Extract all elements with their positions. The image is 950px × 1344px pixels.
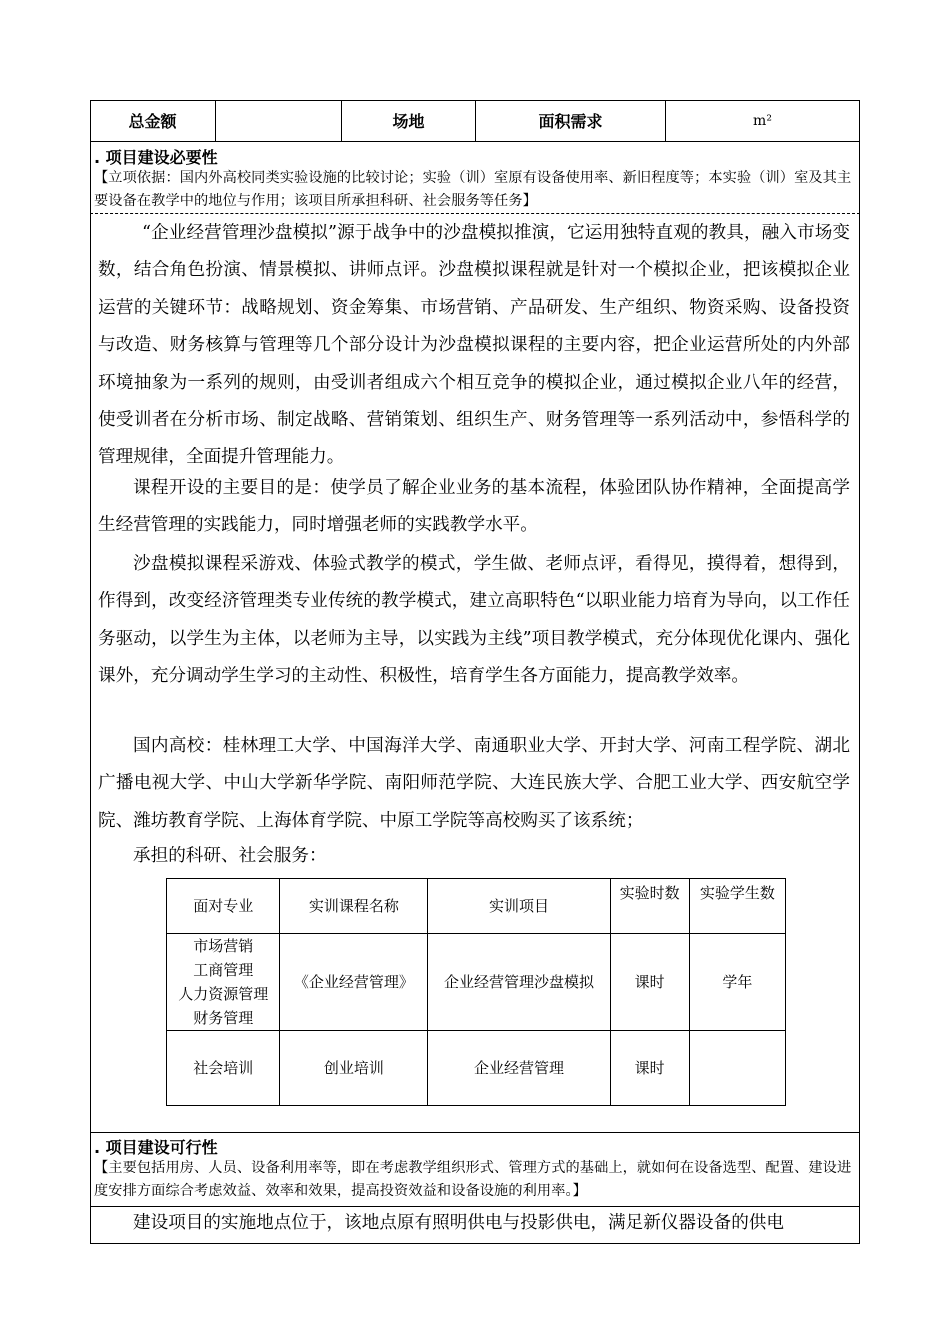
area-unit: m² bbox=[753, 112, 772, 129]
paragraph: 国内高校：桂林理工大学、中国海洋大学、南通职业大学、开封大学、河南工程学院、湖北广播电视大学、中山大学新华学院、南阳师范学院、大连民族大学、合肥工业大学、西安航空学院、潍坊教育学院、上海体育学院、中原工学院等高校购买了该系统； bbox=[98, 736, 850, 831]
table-header-cell: 面对专业 bbox=[167, 879, 280, 934]
table-cell: 企业经营管理 bbox=[428, 1031, 610, 1106]
frame-right bbox=[859, 100, 860, 1244]
paragraph: 沙盘模拟课程采游戏、体验式教学的模式，学生做、老师点评，看得见，摸得着，想得到，作得到，改变经济管理类专业传统的教学模式，建立高职特色“以职业能力培育为导向，以工作任务驱动，以学生为主体，以老师为主导，以实践为主线”项目教学模式，充分体现优化课内、强化课外，充分调动学生学习的主动性、积极性，培育学生各方面能力，提高教学效率。 bbox=[98, 554, 850, 687]
form-page bbox=[90, 100, 860, 1244]
paragraph: 承担的科研、社会服务： bbox=[133, 846, 327, 866]
total-amount-value bbox=[216, 100, 341, 141]
table-cell: 课时 bbox=[610, 1031, 689, 1106]
table-header-cell: 实训项目 bbox=[428, 879, 610, 934]
total-amount-label: 总金额 bbox=[128, 112, 177, 131]
table-header-cell: 实验时数 bbox=[610, 879, 689, 934]
dashed-divider bbox=[90, 213, 860, 214]
section-feasibility-note: 【主要包括用房、人员、设备利用率等，即在考虑教学组织形式、管理方式的基础上，就如何在设备选型、配置、建设进度安排方面综合考虑效益、效率和效果，提高投资效益和设备设施的利用率。】 bbox=[94, 1160, 852, 1199]
table-header-cell: 实验学生数 bbox=[689, 879, 785, 934]
site-label: 场地 bbox=[392, 112, 425, 131]
table-cell: 学年 bbox=[689, 934, 785, 1031]
table-row bbox=[167, 1031, 786, 1106]
paragraph: “企业经营管理沙盘模拟”源于战争中的沙盘模拟推演，它运用独特直观的教具，融入市场变数，结合角色扮演、情景模拟、讲师点评。沙盘模拟课程就是针对一个模拟企业，把该模拟企业运营的关键环节：战略规划、资金筹集、市场营销、产品研发、生产组织、物资采购、设备投资与改造、财务核算与管理等几个部分设计为沙盘模拟课程的主要内容，把企业运营所处的内外部环境抽象为一系列的规则，由受训者组成六个相互竞争的模拟企业，通过模拟企业八年的经营，使受训者在分析市场、制定战略、营销策划、组织生产、财务管理等一系列活动中，参悟科学的管理规律，全面提升管理能力。 bbox=[98, 223, 850, 468]
table-cell: 企业经营管理沙盘模拟 bbox=[428, 934, 610, 1031]
frame-bottom bbox=[90, 1243, 860, 1244]
table-cell: 创业培训 bbox=[280, 1031, 428, 1106]
section-divider bbox=[90, 1132, 860, 1133]
area-label: 面积需求 bbox=[538, 112, 603, 131]
table-cell: 市场营销 工商管理 人力资源管理 财务管理 bbox=[167, 934, 280, 1031]
section-feasibility-title: . 项目建设可行性 bbox=[94, 1138, 218, 1157]
table-header-cell: 实训课程名称 bbox=[280, 879, 428, 934]
frame-left bbox=[90, 100, 91, 1244]
paragraph: 建设项目的实施地点位于，该地点原有照明供电与投影供电，满足新仪器设备的供电 bbox=[133, 1213, 784, 1233]
table-cell bbox=[689, 1031, 785, 1106]
table-row bbox=[167, 934, 786, 1031]
paragraph: 课程开设的主要目的是：使学员了解企业业务的基本流程，体验团队协作精神，全面提高学生经营管理的实践能力，同时增强老师的实践教学水平。 bbox=[98, 478, 850, 536]
services-table bbox=[166, 878, 786, 1106]
section-necessity-note: 【立项依据：国内外高校同类实验设施的比较讨论；实验（训）室原有设备使用率、新旧程度等；本实验（训）室及其主要设备在教学中的地位与作用；该项目所承担科研、社会服务等任务】 bbox=[94, 170, 852, 209]
table-cell: 社会培训 bbox=[167, 1031, 280, 1106]
section-necessity-title: . 项目建设必要性 bbox=[94, 148, 218, 167]
table-header-row bbox=[167, 879, 786, 934]
header-row-divider bbox=[90, 141, 860, 142]
table-cell: 课时 bbox=[610, 934, 689, 1031]
table-cell: 《企业经营管理》 bbox=[280, 934, 428, 1031]
